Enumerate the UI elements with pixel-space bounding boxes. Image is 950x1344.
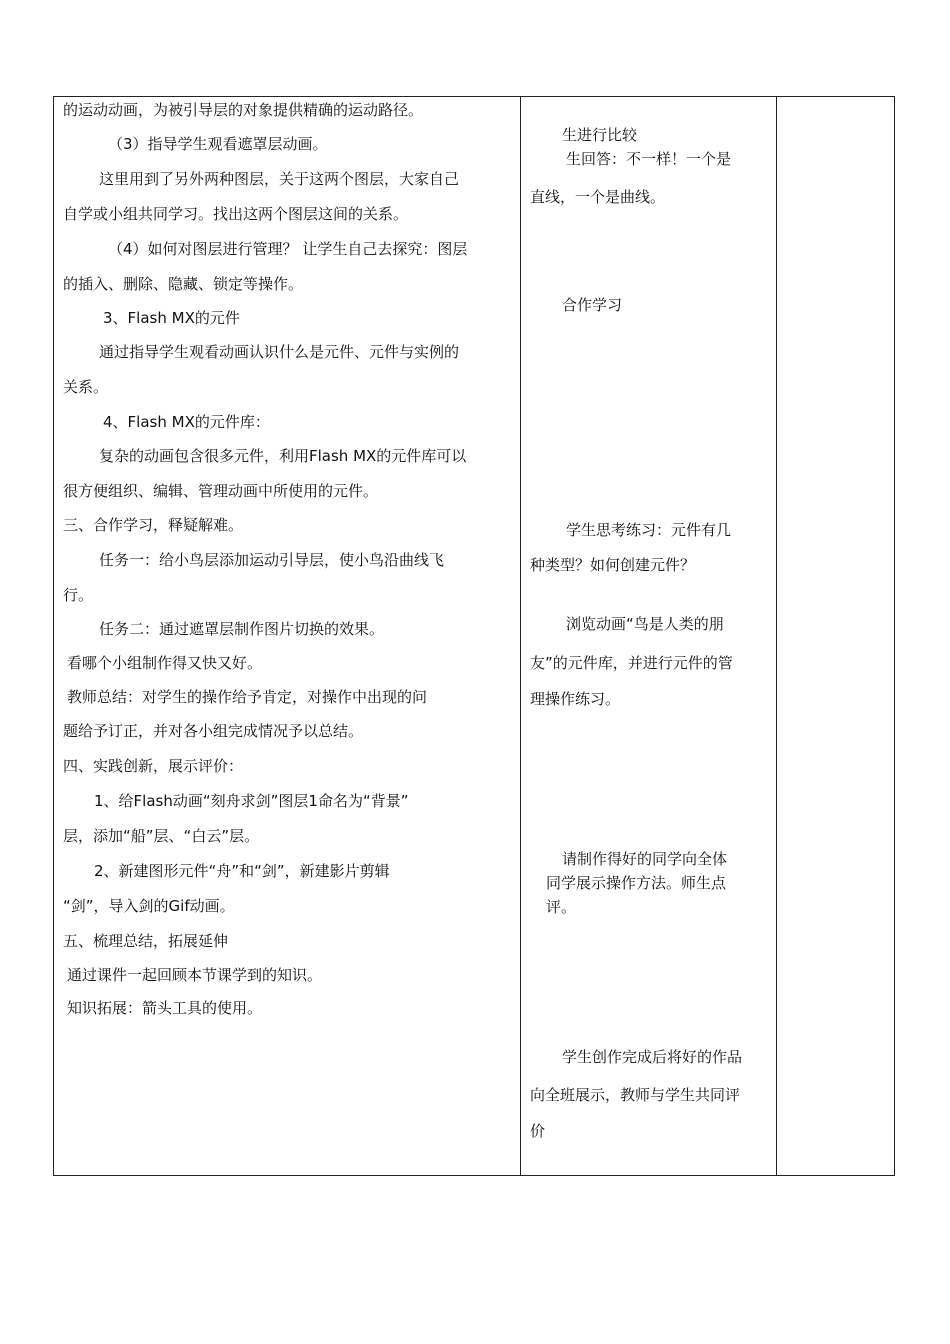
text-line: 题给予订正，并对各小组完成情况予以总结。 <box>63 722 364 740</box>
text-line: 复杂的动画包含很多元件，利用Flash MX的元件库可以 <box>99 447 467 465</box>
text-line: 看哪个小组制作得又快又好。 <box>67 654 263 672</box>
text-line: 的插入、删除、隐藏、锁定等操作。 <box>63 275 304 293</box>
text-line: 合作学习 <box>562 296 623 314</box>
text-line: “剑”，导入剑的Gif动画。 <box>63 897 235 915</box>
text-line: 评。 <box>546 898 577 916</box>
text-line: 任务二：通过遮罩层制作图片切换的效果。 <box>99 620 385 638</box>
text-line: 理操作练习。 <box>530 690 621 708</box>
text-line: 行。 <box>63 586 94 604</box>
text-line: 3、Flash MX的元件 <box>103 309 240 327</box>
text-line: （3）指导学生观看遮罩层动画。 <box>108 135 328 153</box>
text-line: 2、新建图形元件“舟”和“剑”，新建影片剪辑 <box>94 862 390 880</box>
text-line: 这里用到了另外两种图层，关于这两个图层，大家自己 <box>99 170 460 188</box>
text-line: 的运动动画，为被引导层的对象提供精确的运动路径。 <box>63 101 424 119</box>
text-line: 1、给Flash动画“刻舟求剑”图层1命名为“背景” <box>94 792 409 810</box>
column-divider <box>776 97 777 1175</box>
text-line: 友”的元件库，并进行元件的管 <box>530 654 733 672</box>
section-heading: 四、实践创新，展示评价： <box>63 757 244 775</box>
section-heading: 五、梳理总结，拓展延伸 <box>63 932 229 950</box>
text-line: 向全班展示，教师与学生共同评 <box>530 1086 741 1104</box>
text-line: 通过课件一起回顾本节课学到的知识。 <box>67 966 323 984</box>
lesson-plan-table <box>53 96 895 1176</box>
text-line: 种类型？如何创建元件？ <box>530 556 696 574</box>
text-line: 任务一：给小鸟层添加运动引导层，使小鸟沿曲线飞 <box>99 551 445 569</box>
text-line: 生进行比较 <box>562 126 638 144</box>
text-line: 学生创作完成后将好的作品 <box>562 1048 743 1066</box>
text-line: 很方便组织、编辑、管理动画中所使用的元件。 <box>63 482 379 500</box>
text-line: 层，添加“船”层、“白云”层。 <box>63 827 260 845</box>
section-heading: 三、合作学习，释疑解难。 <box>63 516 244 534</box>
text-line: 通过指导学生观看动画认识什么是元件、元件与实例的 <box>99 343 460 361</box>
text-line: 4、Flash MX的元件库： <box>103 413 270 431</box>
text-line: （4）如何对图层进行管理？ 让学生自己去探究：图层 <box>108 240 468 258</box>
text-line: 生回答：不一样！一个是 <box>566 150 732 168</box>
text-line: 请制作得好的同学向全体 <box>562 850 728 868</box>
text-line: 直线，一个是曲线。 <box>530 188 666 206</box>
text-line: 教师总结：对学生的操作给予肯定，对操作中出现的问 <box>67 688 428 706</box>
text-line: 学生思考练习：元件有几 <box>566 521 732 539</box>
text-line: 同学展示操作方法。师生点 <box>546 874 727 892</box>
text-line: 自学或小组共同学习。找出这两个图层这间的关系。 <box>63 205 409 223</box>
column-divider <box>520 97 521 1175</box>
text-line: 浏览动画“鸟是人类的朋 <box>566 615 724 633</box>
text-line: 关系。 <box>63 378 109 396</box>
text-line: 价 <box>530 1122 546 1140</box>
text-line: 知识拓展：箭头工具的使用。 <box>67 999 263 1017</box>
